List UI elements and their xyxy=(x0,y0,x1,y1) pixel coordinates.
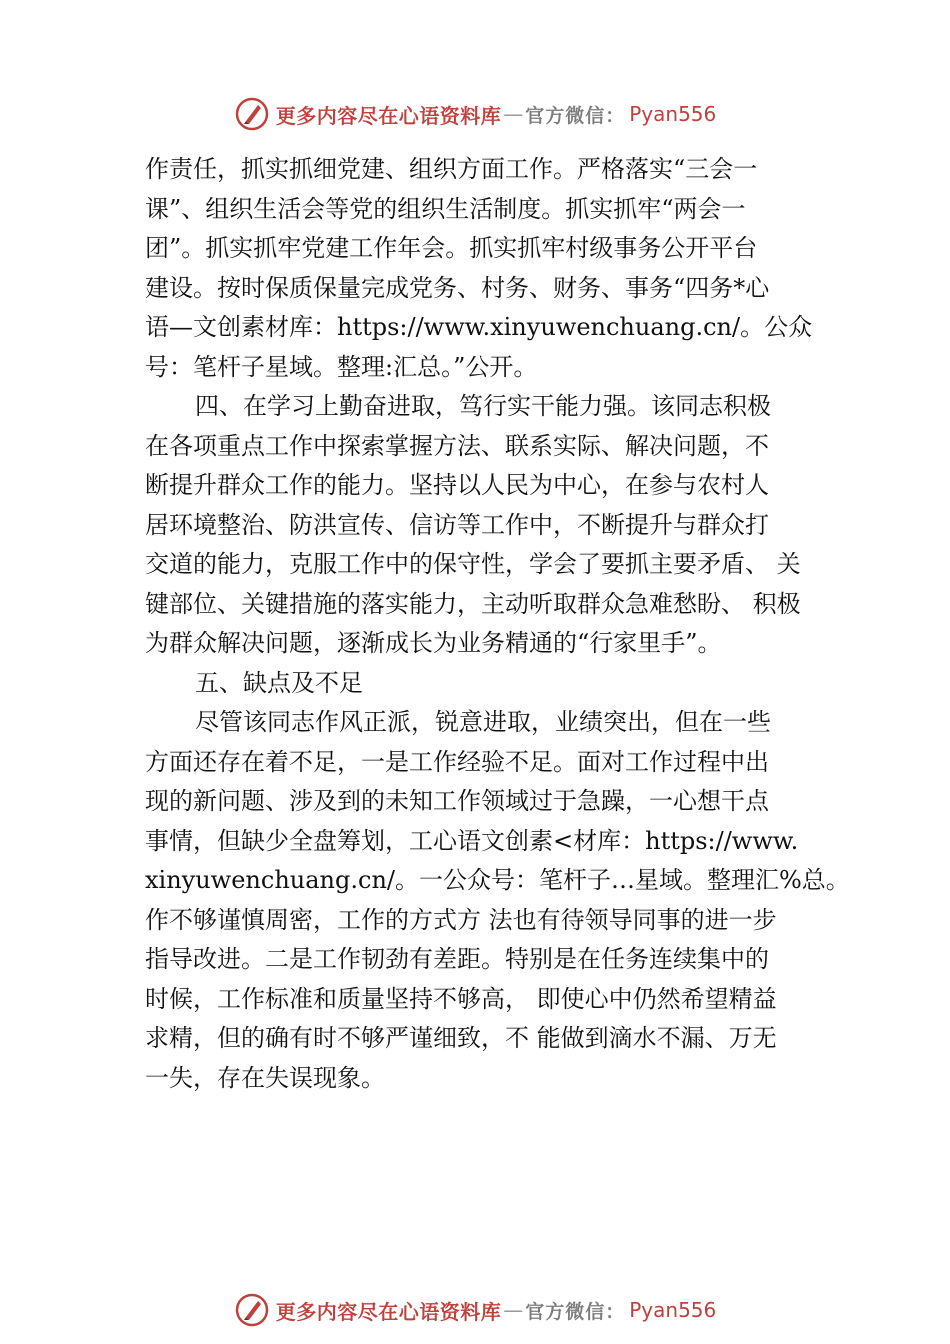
watermark-wechat-id: Pyan556 xyxy=(629,1298,717,1322)
watermark-wechat-label: 官方微信： xyxy=(525,1300,626,1323)
text-line: 求精，但的确有时不够严谨细致，不 能做到滴水不漏、万无 xyxy=(145,1024,777,1052)
watermark-banner-bottom xyxy=(0,1290,950,1330)
text-line: 团”。抓实抓牢党建工作年会。抓实抓牢村级事务公开平台 xyxy=(145,234,758,262)
watermark-dash: — xyxy=(503,102,524,126)
text-line: 事情，但缺少全盘筹划，工心语文创素<材库：https://www. xyxy=(145,826,799,855)
text-line: 为群众解决问题，逐渐成长为业务精通的“行家里手”。 xyxy=(145,629,722,657)
text-line: 课”、组织生活会等党的组织生活制度。抓实抓牢“两会一 xyxy=(145,194,746,223)
text-line: 交道的能力，克服工作中的保守性，学会了要抓主要矛盾、 关 xyxy=(145,550,801,578)
pen-logo-icon xyxy=(234,1292,270,1328)
document-body xyxy=(145,150,850,1098)
text-line: 时候，工作标准和质量坚持不够高， 即使心中仍然希望精益 xyxy=(145,984,777,1013)
text-line: xinyuwenchuang.cn/。一公众号：笔杆子…星域。整理汇%总。 xyxy=(145,866,850,894)
text-line: 建设。按时保质保量完成党务、村务、财务、事务“四务*心 xyxy=(145,273,770,302)
text-line: 作不够谨慎周密，工作的方式方 法也有待领导同事的进一步 xyxy=(145,905,777,934)
text-line: 现的新问题、涉及到的未知工作领域过于急躁，一心想干点 xyxy=(145,787,769,815)
text-line: 号：笔杆子星域。整理:汇总。”公开。 xyxy=(145,352,538,381)
watermark-brand: 更多内容尽在心语资料库 xyxy=(275,1299,502,1324)
text-line: 四、在学习上勤奋进取，笃行实干能力强。该同志积极 xyxy=(195,392,771,420)
text-line: 五、缺点及不足 xyxy=(195,668,363,697)
text-line: 键部位、关键措施的落实能力，主动听取群众急难愁盼、 积极 xyxy=(145,589,801,618)
watermark-banner-top xyxy=(0,94,950,134)
text-line: 在各项重点工作中探索掌握方法、联系实际、解决问题，不 xyxy=(145,431,769,460)
watermark-brand: 更多内容尽在心语资料库 xyxy=(275,103,502,128)
text-line: 居环境整治、防洪宣传、信访等工作中，不断提升与群众打 xyxy=(145,510,769,539)
watermark-dash: — xyxy=(503,1298,524,1322)
text-line: 方面还存在着不足，一是工作经验不足。面对工作过程中出 xyxy=(145,747,769,776)
text-line: 断提升群众工作的能力。坚持以人民为中心，在参与农村人 xyxy=(145,471,769,499)
pen-logo-icon xyxy=(234,96,270,132)
text-line: 作责任，抓实抓细党建、组织方面工作。严格落实“三会一 xyxy=(145,155,758,183)
text-line: 语—文创素材库：https://www.xinyuwenchuang.cn/。公众 xyxy=(145,313,813,341)
text-line: 一失，存在失误现象。 xyxy=(145,1063,385,1092)
watermark-wechat-label: 官方微信： xyxy=(525,104,626,127)
watermark-wechat-id: Pyan556 xyxy=(629,102,717,126)
text-line: 指导改进。二是工作韧劲有差距。特别是在任务连续集中的 xyxy=(145,945,769,973)
text-line: 尽管该同志作风正派，锐意进取，业绩突出，但在一些 xyxy=(195,708,771,736)
